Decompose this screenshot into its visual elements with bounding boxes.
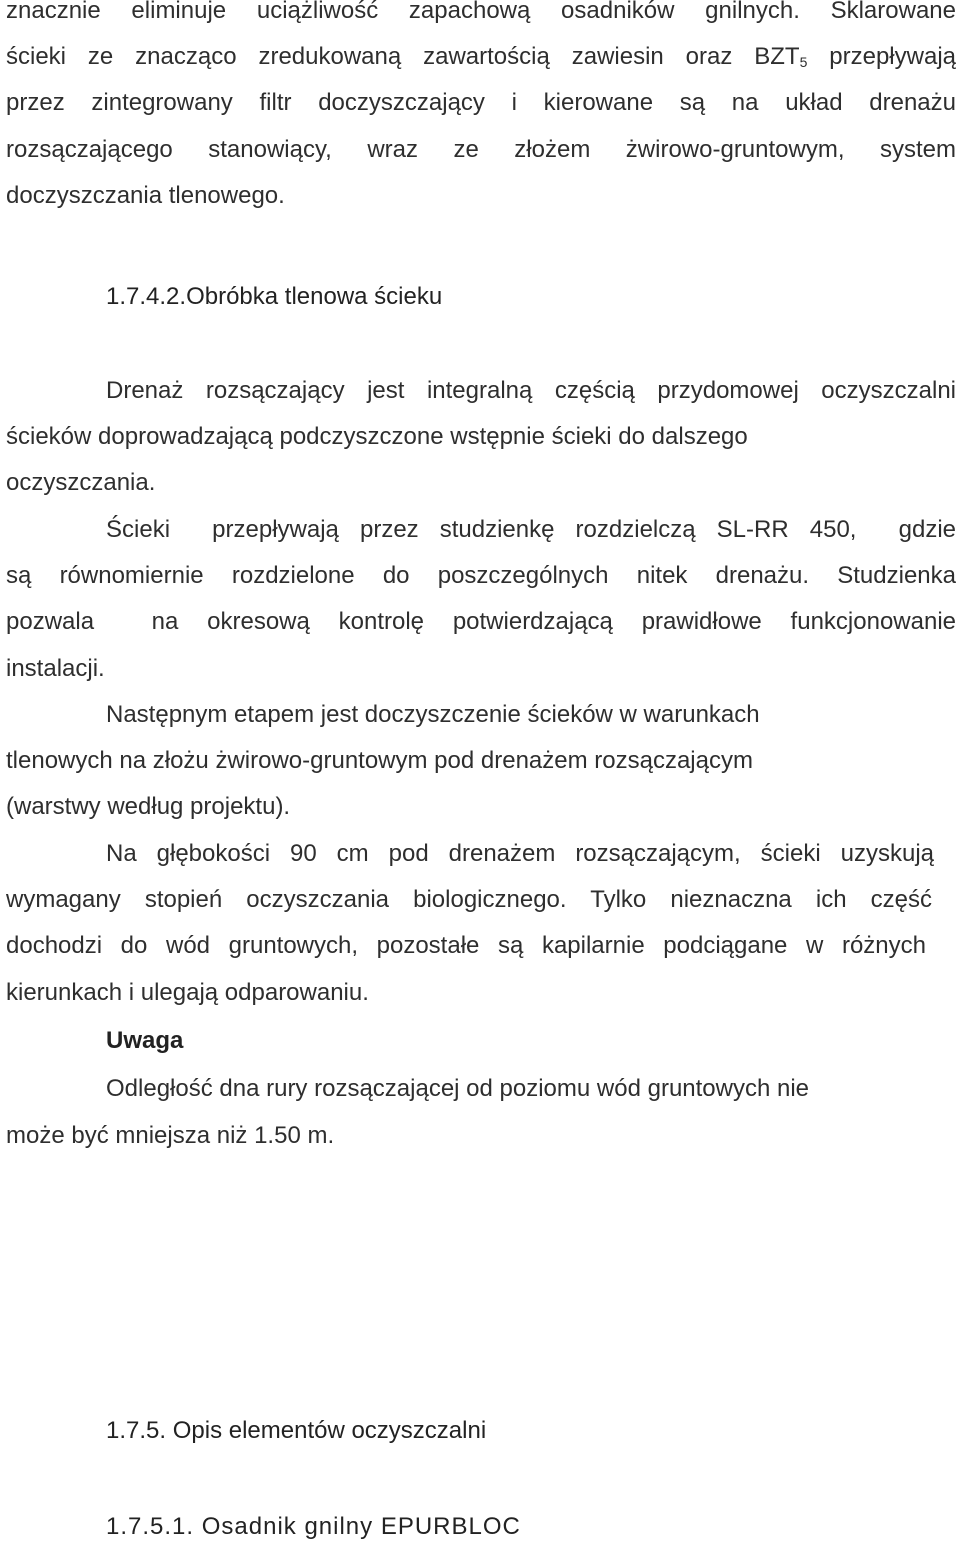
note-line-1: Odległość dna rury rozsączającej od poziomu wód gruntowych nie — [106, 1075, 810, 1102]
p1-line-2: ścieków doprowadzającą podczyszczone wstępnie ścieki do dalszego — [6, 423, 748, 450]
p2-line-3: pozwala na okresową kontrolę potwierdzającą prawidłowe funkcjonowanie — [6, 608, 956, 635]
intro-line-2-text: ścieki ze znacząco zredukowaną zawartością zawiesin oraz BZT — [6, 43, 800, 70]
note-line-2: może być mniejsza niż 1.50 m. — [6, 1122, 335, 1149]
p2-line-4: instalacji. — [6, 655, 105, 682]
p4-line-1: Na głębokości 90 cm pod drenażem rozsączającym, ścieki uzyskują — [106, 840, 934, 867]
p4-line-2: wymagany stopień oczyszczania biologicznego. Tylko nieznaczna ich część — [6, 886, 932, 913]
note-heading: Uwaga — [106, 1027, 184, 1054]
intro-line-2-tail: przepływają — [807, 43, 956, 70]
p3-line-3: (warstwy według projektu). — [6, 793, 291, 820]
section-heading-1-7-4-2: 1.7.4.2.Obróbka tlenowa ścieku — [106, 283, 443, 310]
section-heading-1-7-5: 1.7.5. Opis elementów oczyszczalni — [106, 1417, 487, 1444]
p3-line-1: Następnym etapem jest doczyszczenie ścieków w warunkach — [106, 701, 760, 728]
p4-line-3: dochodzi do wód gruntowych, pozostałe są kapilarnie podciągane w różnych — [6, 932, 926, 959]
intro-line-2 — [6, 42, 956, 77]
p1-line-1: Drenaż rozsączający jest integralną częścią przydomowej oczyszczalni — [106, 377, 956, 404]
intro-line-5: doczyszczania tlenowego. — [6, 182, 285, 209]
p1-line-3: oczyszczania. — [6, 469, 156, 496]
p2-line-1: Ścieki przepływają przez studzienkę rozdzielczą SL-RR 450, gdzie — [106, 516, 956, 543]
section-heading-1-7-5-1: 1.7.5.1. Osadnik gnilny EPURBLOC — [106, 1513, 521, 1540]
intro-line-4: rozsączającego stanowiący, wraz ze złożem żwirowo-gruntowym, system — [6, 136, 956, 163]
bzt-subscript: 5 — [799, 54, 808, 70]
intro-line-3: przez zintegrowany filtr doczyszczający i kierowane są na układ drenażu — [6, 89, 956, 116]
p4-line-4: kierunkach i ulegają odparowaniu. — [6, 979, 369, 1006]
intro-line-1: znacznie eliminuje uciążliwość zapachową osadników gnilnych. Sklarowane — [6, 0, 956, 24]
p2-line-2: są równomiernie rozdzielone do poszczególnych nitek drenażu. Studzienka — [6, 562, 956, 589]
p3-line-2: tlenowych na złożu żwirowo-gruntowym pod drenażem rozsączającym — [6, 747, 753, 774]
